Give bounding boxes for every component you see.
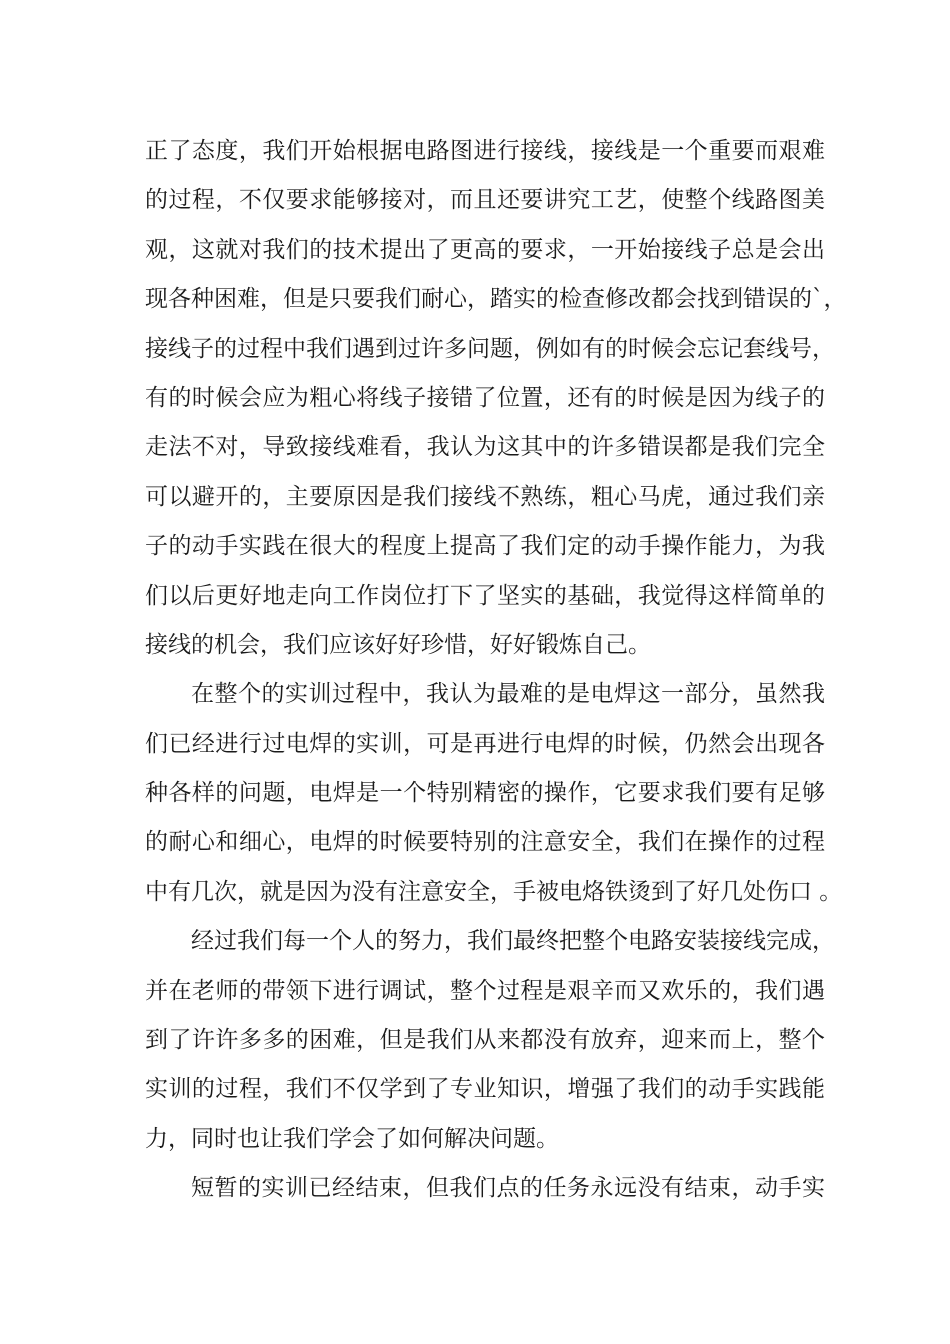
text-line: 在整个的实训过程中，我认为最难的是电焊这一部分，虽然我 xyxy=(191,681,825,708)
text-line: 的过程，不仅要求能够接对，而且还要讲究工艺，使整个线路图美 xyxy=(145,187,825,214)
text-line: 中有几次，就是因为没有注意安全，手被电烙铁烫到了好几处伤口 。 xyxy=(145,878,843,905)
text-line: 并在老师的带领下进行调试，整个过程是艰辛而又欢乐的，我们遇 xyxy=(145,977,825,1004)
text-line: 们以后更好地走向工作岗位打下了坚实的基础，我觉得这样简单的 xyxy=(145,582,825,609)
text-line: 正了态度，我们开始根据电路图进行接线，接线是一个重要而艰难 xyxy=(145,138,825,164)
text-line: 子的动手实践在很大的程度上提高了我们定的动手操作能力，为我 xyxy=(145,533,825,560)
text-line: 走法不对，导致接线难看，我认为这其中的许多错误都是我们完全 xyxy=(145,434,825,461)
text-line: 的耐心和细心，电焊的时候要特别的注意安全，我们在操作的过程 xyxy=(145,829,825,856)
paragraph-1 xyxy=(145,127,847,670)
text-line: 经过我们每一个人的努力，我们最终把整个电路安装接线完成， xyxy=(191,928,835,955)
paragraph-2 xyxy=(145,670,843,917)
text-line: 种各样的问题，电焊是一个特别精密的操作，它要求我们要有足够 xyxy=(145,780,825,807)
text-line: 接线的机会，我们应该好好珍惜，好好锻炼自己。 xyxy=(145,631,651,658)
text-line: 力，同时也让我们学会了如何解决问题。 xyxy=(145,1125,559,1152)
text-line: 实训的过程，我们不仅学到了专业知识，增强了我们的动手实践能 xyxy=(145,1076,825,1103)
paragraph-4 xyxy=(145,1164,825,1213)
text-line: 短暂的实训已经结束，但我们点的任务永远没有结束，动手实 xyxy=(191,1175,825,1202)
text-line: 有的时候会应为粗心将线子接错了位置，还有的时候是因为线子的 xyxy=(145,384,825,411)
text-line: 到了许许多多的困难，但是我们从来都没有放弃，迎来而上，整个 xyxy=(145,1027,825,1054)
document-body xyxy=(145,127,847,1214)
text-line: 观，这就对我们的技术提出了更高的要求，一开始接线子总是会出 xyxy=(145,236,825,263)
text-line: 现各种困难，但是只要我们耐心，踏实的检查修改都会找到错误的`， xyxy=(145,286,847,313)
text-line: 可以避开的，主要原因是我们接线不熟练，粗心马虎，通过我们亲 xyxy=(145,483,825,510)
text-line: 接线子的过程中我们遇到过许多问题，例如有的时候会忘记套线号， xyxy=(145,335,835,362)
text-line: 们已经进行过电焊的实训，可是再进行电焊的时候，仍然会出现各 xyxy=(145,730,825,757)
paragraph-3 xyxy=(145,917,835,1164)
